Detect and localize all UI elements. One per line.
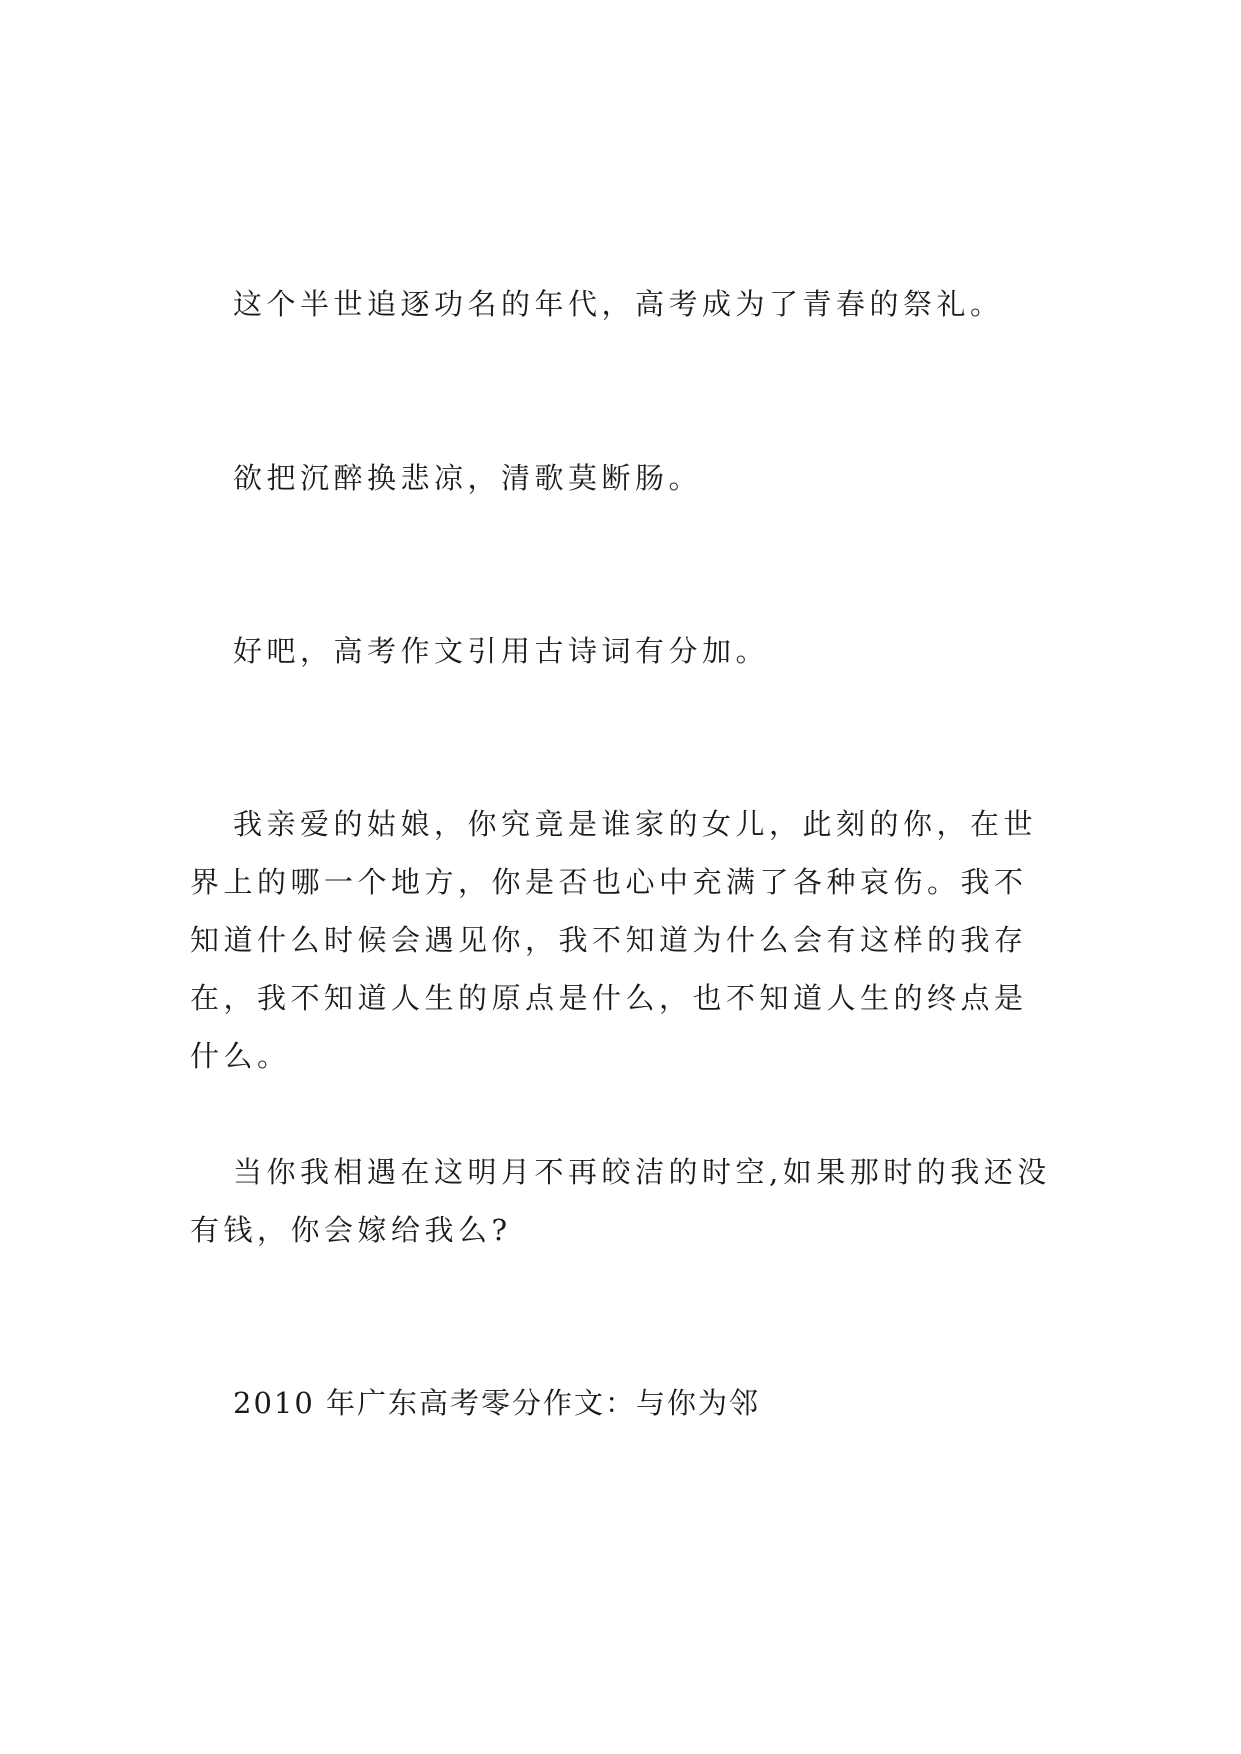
section-heading: 2010 年广东高考零分作文：与你为邻 bbox=[233, 1386, 761, 1420]
paragraph-1: 这个半世追逐功名的年代，高考成为了青春的祭礼。 bbox=[233, 287, 1004, 321]
paragraph-2: 欲把沉醉换悲凉，清歌莫断肠。 bbox=[233, 461, 703, 495]
paragraph-3: 好吧，高考作文引用古诗词有分加。 bbox=[233, 634, 770, 668]
paragraph-5: 当你我相遇在这明月不再皎洁的时空,如果那时的我还没有钱，你会嫁给我么? bbox=[190, 1155, 1051, 1247]
paragraph-4: 我亲爱的姑娘，你究竟是谁家的女儿，此刻的你，在世界上的哪一个地方，你是否也心中充满了各种哀伤。我不知道什么时候会遇见你，我不知道为什么会有这样的我存在，我不知道人生的原点是什么，也不知道人生的终点是什么。 bbox=[190, 807, 1038, 1073]
